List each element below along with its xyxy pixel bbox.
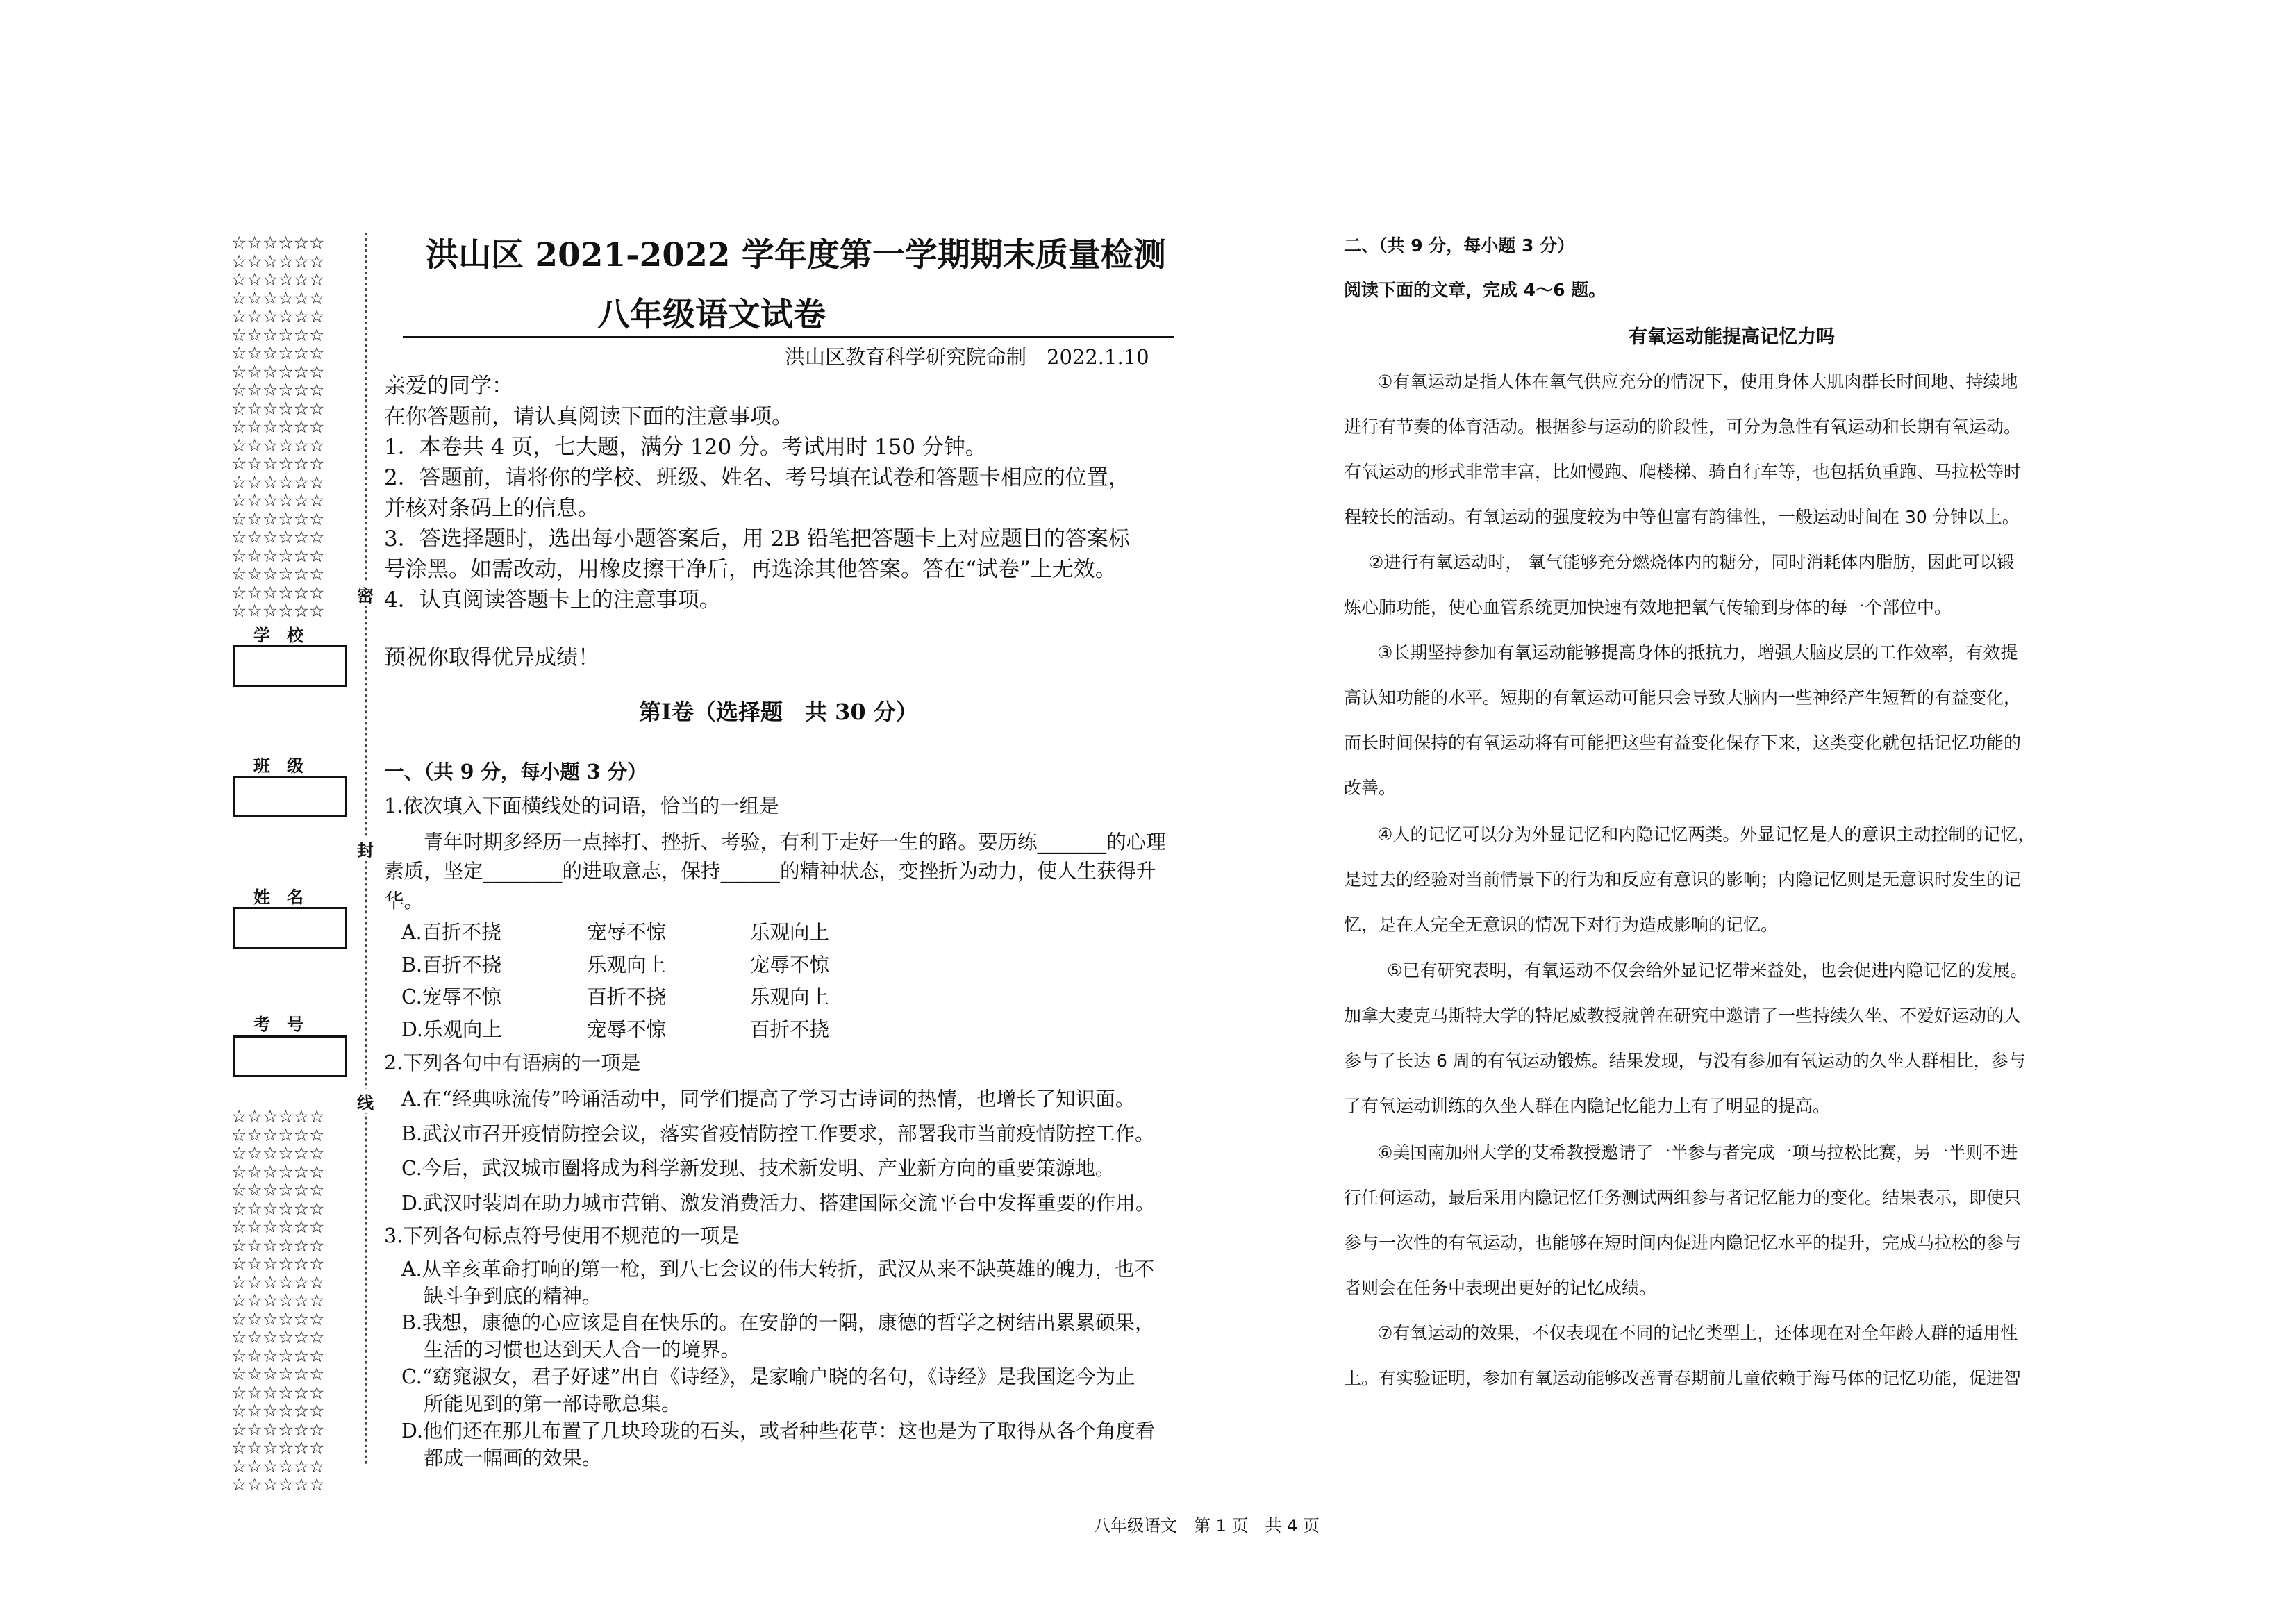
article-line: ④人的记忆可以分为外显记忆和内隐记忆两类。外显记忆是人的意识主动控制的记忆， [1377, 824, 2036, 844]
article-line: 程较长的活动。有氧运动的强度较为中等但富有韵律性，一般运动时间在 30 分钟以上。 [1344, 507, 2020, 527]
article-line: 有氧运动的形式非常丰富，比如慢跑、爬楼梯、骑自行车等，也包括负重跑、马拉松等时 [1344, 462, 2022, 482]
q1-option-b-1[interactable]: B.百折不挠 [401, 954, 502, 976]
q1-option-d-2: 宠辱不惊 [587, 1018, 667, 1041]
q1-option-a-2: 宠辱不惊 [587, 921, 667, 944]
star-border-top: ☆☆☆☆☆☆ ☆☆☆☆☆☆ ☆☆☆☆☆☆ ☆☆☆☆☆☆ ☆☆☆☆☆☆ ☆☆☆☆☆☆ ☆☆☆☆☆☆ ☆☆☆☆☆☆ ☆☆☆☆☆☆ ☆☆☆☆☆☆ ☆☆☆☆☆☆ ☆☆☆☆☆☆ ☆☆☆☆☆☆ ☆☆☆☆☆☆ ☆☆☆☆☆☆ ☆☆☆☆☆☆ ☆☆☆☆☆☆ ☆☆☆☆☆☆ ☆☆☆☆☆☆ ☆☆☆☆☆☆ ☆☆☆☆☆☆ [231, 233, 325, 621]
q1-option-d-1[interactable]: D.乐观向上 [401, 1018, 502, 1041]
article-line: 高认知功能的水平。短期的有氧运动可能只会导致大脑内一些神经产生短暂的有益变化， [1344, 688, 2022, 708]
article-line: ⑤已有研究表明，有氧运动不仅会给外显记忆带来益处，也会促进内隐记忆的发展。 [1387, 960, 2028, 981]
q2-stem: 2.下列各句中有语病的一项是 [384, 1051, 641, 1074]
q1-option-c-1[interactable]: C.宠辱不惊 [401, 985, 501, 1008]
q3-option-d-line-1[interactable]: D.他们还在那儿布置了几块玲珑的石头，或者种些花草：这也是为了取得从各个角度看 [401, 1420, 1156, 1442]
q3-option-c-line-2: 所能见到的第一部诗歌总集。 [424, 1392, 681, 1415]
article-line: 了有氧运动训练的久坐人群在内隐记忆能力上有了明显的提高。 [1344, 1096, 1831, 1116]
q1-passage-line-2: 素质，坚定________的进取意志，保持______的精神状态，变挫折为动力，使人生获得升 [384, 860, 1156, 883]
notice-item-4: 4．认真阅读答题卡上的注意事项。 [384, 588, 721, 613]
q1-option-b-3: 宠辱不惊 [750, 954, 830, 976]
section2-title: 二、（共 9 分，每小题 3 分） [1344, 235, 1575, 256]
article-line: ⑥美国南加州大学的艾希教授邀请了一半参与者完成一项马拉松比赛，另一半则不进 [1377, 1142, 2018, 1163]
article-line: 行任何运动，最后采用内隐记忆任务测试两组参与者记忆能力的变化。结果表示，即使只 [1344, 1188, 2022, 1208]
q1-option-d-3: 百折不挠 [750, 1018, 830, 1041]
notice-wish: 预祝你取得优异成绩！ [384, 645, 599, 670]
school-label: 学 校 [253, 626, 303, 645]
q3-option-d-line-2: 都成一幅画的效果。 [424, 1447, 602, 1470]
q1-passage-line-1: 青年时期多经历一点摔打、挫折、考验，有利于走好一生的路。要历练_______的心理 [424, 831, 1166, 854]
exam-title: 洪山区 2021-2022 学年度第一学期期末质量检测 [426, 236, 1166, 274]
article-line: ③长期坚持参加有氧运动能够提高身体的抵抗力，增强大脑皮层的工作效率，有效提 [1377, 642, 2018, 663]
article-line: ②进行有氧运动时， 氧气能够充分燃烧体内的糖分，同时消耗体内脂肪，因此可以锻 [1368, 552, 2015, 572]
article-line: 是过去的经验对当前情景下的行为和反应有意识的影响；内隐记忆则是无意识时发生的记 [1344, 869, 2022, 890]
part1-heading: 第Ⅰ卷（选择题 共 30 分） [639, 699, 918, 725]
notice-item-2: 2．答题前，请将你的学校、班级、姓名、考号填在试卷和答题卡相应的位置， [384, 465, 1130, 490]
notice-item-3-cont: 号涂黑。如需改动，用橡皮擦干净后，再选涂其他答案。答在“试卷”上无效。 [384, 557, 1117, 582]
q2-option-a[interactable]: A.在“经典咏流传”吟诵活动中，同学们提高了学习古诗词的热情，也增长了知识面。 [401, 1088, 1135, 1110]
article-line: 忆，是在人完全无意识的情况下对行为造成影响的记忆。 [1344, 915, 1779, 935]
q1-stem: 1.依次填入下面横线处的词语，恰当的一组是 [384, 794, 779, 817]
q2-option-d[interactable]: D.武汉时装周在助力城市营销、激发消费活力、搭建国际交流平台中发挥重要的作用。 [401, 1192, 1156, 1215]
article-line: 参与一次性的有氧运动，也能够在短时间内促进内隐记忆水平的提升，完成马拉松的参与 [1344, 1233, 2022, 1253]
q3-stem: 3.下列各句标点符号使用不规范的一项是 [384, 1224, 740, 1247]
notice-intro: 在你答题前，请认真阅读下面的注意事项。 [384, 404, 793, 429]
section2-instruction: 阅读下面的文章，完成 4～6 题。 [1344, 280, 1606, 300]
article-line: 改善。 [1344, 778, 1397, 798]
q3-option-c-line-1[interactable]: C.“窈窕淑女，君子好逑”出自《诗经》，是家喻户晓的名句，《诗经》是我国迄今为止 [401, 1365, 1135, 1388]
star-border-bottom: ☆☆☆☆☆☆ ☆☆☆☆☆☆ ☆☆☆☆☆☆ ☆☆☆☆☆☆ ☆☆☆☆☆☆ ☆☆☆☆☆☆ ☆☆☆☆☆☆ ☆☆☆☆☆☆ ☆☆☆☆☆☆ ☆☆☆☆☆☆ ☆☆☆☆☆☆ ☆☆☆☆☆☆ ☆☆☆☆☆☆ ☆☆☆☆☆☆ ☆☆☆☆☆☆ ☆☆☆☆☆☆ ☆☆☆☆☆☆ ☆☆☆☆☆☆ ☆☆☆☆☆☆ ☆☆☆☆☆☆ ☆☆☆☆☆☆ [231, 1106, 325, 1495]
notice-greeting: 亲爱的同学： [384, 374, 513, 399]
q3-option-a-line-1[interactable]: A.从辛亥革命打响的第一枪，到八七会议的伟大转折，武汉从来不缺英雄的魄力，也不 [401, 1258, 1155, 1281]
class-field[interactable] [233, 776, 347, 817]
page-footer: 八年级语文 第 1 页 共 4 页 [1094, 1516, 1320, 1535]
q1-passage-line-3: 华。 [384, 890, 424, 913]
q1-option-a-1[interactable]: A.百折不挠 [401, 921, 501, 944]
header-rule [403, 336, 1174, 338]
notice-item-1: 1．本卷共 4 页，七大题，满分 120 分。考试用时 150 分钟。 [384, 435, 987, 460]
article-line: ①有氧运动是指人体在氧气供应充分的情况下，使用身体大肌肉群长时间地、持续地 [1377, 372, 2018, 392]
article-line: 进行有节奏的体育活动。根据参与运动的阶段性，可分为急性有氧运动和长期有氧运动。 [1344, 417, 2022, 437]
exam-subtitle: 八年级语文试卷 [597, 296, 826, 334]
article-title: 有氧运动能提高记忆力吗 [1629, 326, 1835, 348]
name-field[interactable] [233, 907, 347, 949]
q3-option-a-line-2: 缺斗争到底的精神。 [424, 1285, 602, 1308]
q1-option-c-2: 百折不挠 [587, 985, 667, 1008]
q3-option-b-line-1[interactable]: B.我想，康德的心应该是自在快乐的。在安静的一隅，康德的哲学之树结出累累硕果， [401, 1311, 1155, 1334]
name-label: 姓 名 [253, 888, 303, 907]
exam-number-label: 考 号 [253, 1015, 303, 1034]
article-line: 加拿大麦克马斯特大学的特尼威教授就曾在研究中邀请了一些持续久坐、不爱好运动的人 [1344, 1006, 2022, 1026]
article-line: 者则会在任务中表现出更好的记忆成绩。 [1344, 1278, 1657, 1298]
q2-option-b[interactable]: B.武汉市召开疫情防控会议，落实省疫情防控工作要求，部署我市当前疫情防控工作。 [401, 1122, 1155, 1145]
q1-option-c-3: 乐观向上 [750, 985, 830, 1008]
section1-title: 一、（共 9 分，每小题 3 分） [384, 760, 647, 783]
class-label: 班 级 [253, 756, 303, 776]
article-line: ⑦有氧运动的效果，不仅表现在不同的记忆类型上，还体现在对全年龄人群的适用性 [1377, 1323, 2018, 1343]
issuer-date: 洪山区教育科学研究院命制 2022.1.10 [785, 345, 1149, 369]
article-line: 炼心肺功能，使心血管系统更加快速有效地把氧气传输到身体的每一个部位中。 [1344, 597, 1952, 617]
article-line: 参与了长达 6 周的有氧运动锻炼。结果发现，与没有参加有氧运动的久坐人群相比，参与 [1344, 1051, 2026, 1071]
notice-item-2-cont: 并核对条码上的信息。 [384, 496, 599, 521]
seal-char-xian: 线 [357, 1089, 374, 1113]
seal-char-feng: 封 [357, 837, 374, 861]
notice-item-3: 3．答选择题时，选出每小题答案后，用 2B 铅笔把答题卡上对应题目的答案标 [384, 526, 1130, 551]
q1-option-b-2: 乐观向上 [587, 954, 667, 976]
q2-option-c[interactable]: C.今后，武汉城市圈将成为科学新发现、技术新发明、产业新方向的重要策源地。 [401, 1157, 1115, 1180]
article-line: 而长时间保持的有氧运动将有可能把这些有益变化保存下来，这类变化就包括记忆功能的 [1344, 733, 2022, 753]
exam-number-field[interactable] [233, 1035, 347, 1077]
school-field[interactable] [233, 645, 347, 687]
q3-option-b-line-2: 生活的习惯也达到天人合一的境界。 [424, 1338, 741, 1361]
seal-char-mi: 密 [357, 582, 374, 606]
article-line: 上。有实验证明，参加有氧运动能够改善青春期前儿童依赖于海马体的记忆功能，促进智 [1344, 1368, 2022, 1388]
q1-option-a-3: 乐观向上 [750, 921, 830, 944]
